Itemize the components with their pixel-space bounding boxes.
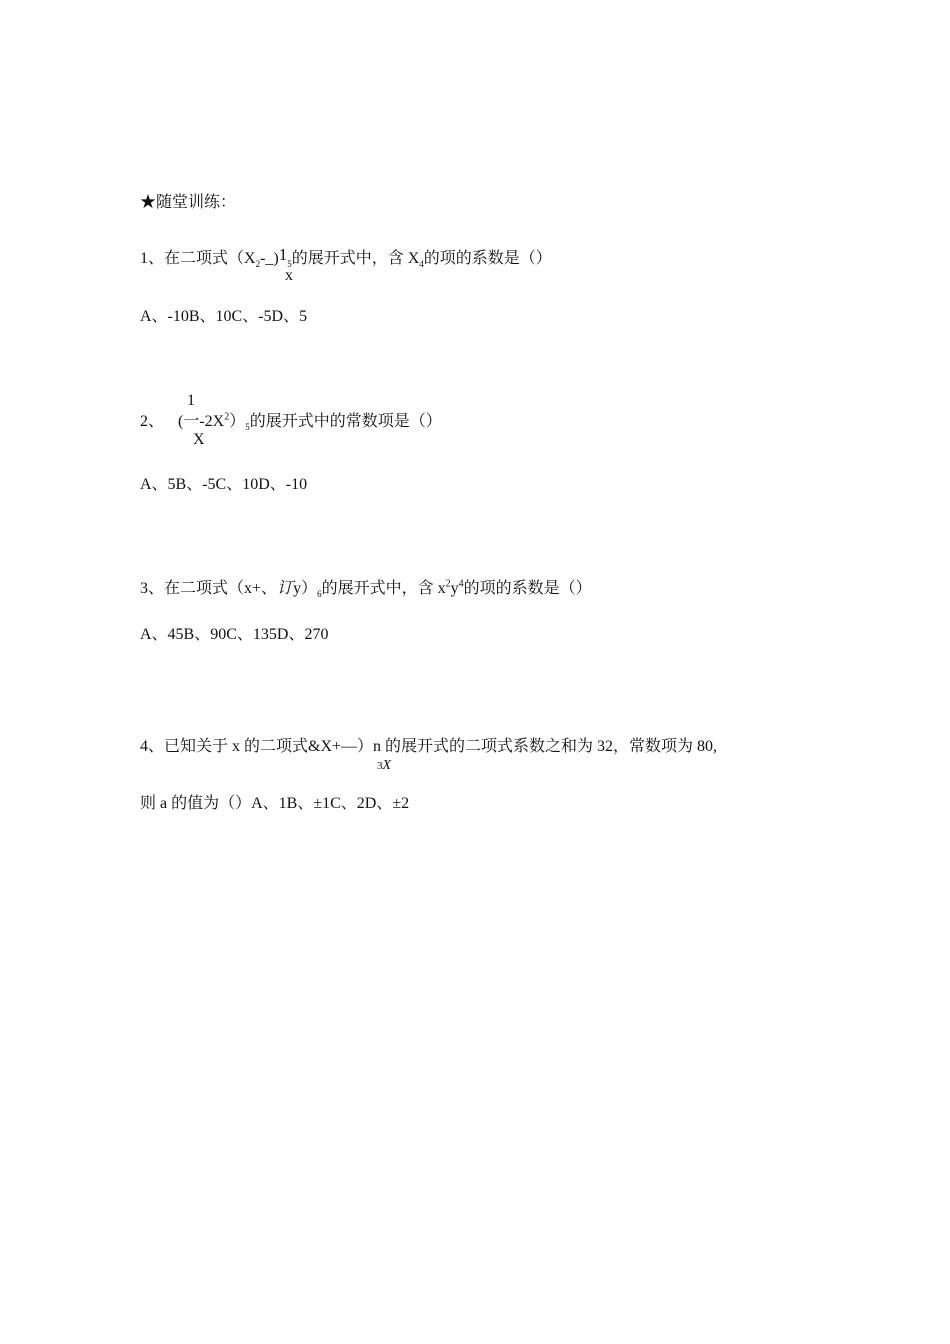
question-2-sup2: 2 (224, 411, 230, 423)
question-4-number: 4、 (140, 738, 165, 755)
question-1-options: A、-10B、10C、-5D、5 (140, 308, 308, 325)
question-2-close: ） (229, 413, 246, 430)
question-4-line2: 则 a 的值为（）A、1B、±1C、2D、±2 (140, 795, 410, 812)
question-4-text (140, 737, 717, 757)
question-3-y: y） (293, 580, 318, 597)
question-3-number: 3、 (140, 580, 165, 597)
question-3-sup4: 4 (458, 578, 464, 590)
question-2-main: (一-2X (178, 413, 225, 430)
question-4-denominator (377, 758, 391, 774)
question-3-odd-glyph: 订 (277, 580, 294, 597)
question-3 (140, 579, 592, 599)
question-4-denom-small: 3 (377, 760, 383, 772)
question-1-post: 的展开式中，含 X (291, 250, 420, 267)
question-1 (140, 245, 552, 270)
question-3-tail: 的项的系数是（） (463, 580, 592, 597)
question-3-options: A、45B、90C、135D、270 (140, 626, 329, 643)
question-3-mid: 的展开式中，含 x (321, 580, 446, 597)
section-heading: ★随堂训练： (140, 194, 237, 211)
question-1-sub4: 4 (419, 259, 424, 270)
question-1-sub2: 2 (255, 259, 261, 270)
question-4-denom-x: X (382, 758, 392, 773)
question-2-options: A、5B、-5C、10D、-10 (140, 476, 308, 493)
question-2-denominator: X (193, 431, 205, 448)
question-1-tail: 的项的系数是（） (423, 250, 552, 267)
question-1-mid: -_) (260, 250, 279, 267)
question-2-five: 5 (245, 422, 250, 433)
question-1-one: 1 (278, 245, 288, 264)
question-3-y2: y (450, 580, 459, 597)
question-4-body: 已知关于 x 的二项式&X+—）n 的展开式的二项式系数之和为 32，常数项为 80, (164, 738, 718, 755)
question-1-denominator: x (285, 267, 293, 284)
question-1-five: 5 (287, 259, 292, 270)
question-1-pre: 在二项式（X (164, 250, 256, 267)
question-2 (140, 412, 442, 432)
question-3-six: 6 (317, 589, 322, 600)
question-3-sup2: 2 (445, 578, 451, 590)
question-3-pre: 在二项式（x+、 (164, 580, 278, 597)
question-1-number: 1、 (140, 250, 165, 267)
question-2-numerator: 1 (187, 392, 195, 409)
question-2-tail: 的展开式中的常数项是（） (249, 413, 442, 430)
question-2-number: 2、 (140, 413, 165, 430)
